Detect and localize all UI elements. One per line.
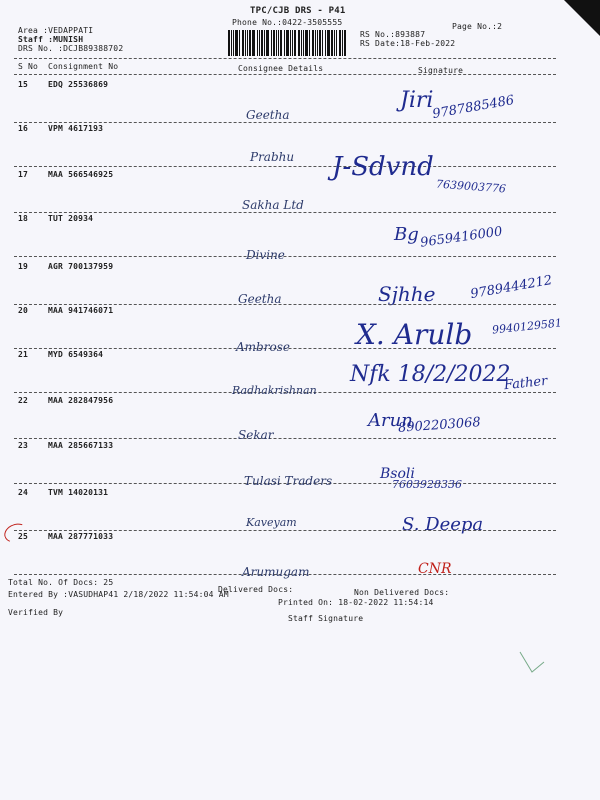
barcode-bar — [235, 30, 238, 56]
barcode-bar — [312, 30, 314, 56]
barcode-bar — [231, 30, 232, 56]
document-title: TPC/CJB DRS - P41 — [250, 6, 346, 16]
row-consignee-handwritten: Sekar — [238, 428, 274, 442]
page-corner-fold — [564, 0, 600, 36]
row-sno: 16 — [18, 124, 29, 133]
row-consignment-no: MYD 6549364 — [48, 350, 104, 359]
barcode-bar — [284, 30, 285, 56]
row-signature-note: 7639003776 — [435, 177, 507, 196]
barcode-bar — [266, 30, 269, 56]
row-divider — [14, 166, 556, 167]
row-consignment-no: TVM 14020131 — [48, 488, 109, 497]
rs-number: RS No.:893887 — [360, 30, 426, 39]
column-sno: S No — [18, 62, 39, 71]
barcode-bar — [257, 30, 258, 56]
row-consignment-no: MAA 566546925 — [48, 170, 114, 179]
barcode-bar — [301, 30, 302, 56]
row-consignment-no: MAA 285667133 — [48, 441, 114, 450]
row-divider — [14, 212, 556, 213]
barcode-bar — [280, 30, 282, 56]
row-consignment-no: MAA 941746071 — [48, 306, 114, 315]
row-divider — [14, 530, 556, 531]
barcode-bar — [309, 30, 310, 56]
barcode-bar — [334, 30, 335, 56]
pen-mark — [518, 648, 548, 678]
row-consignee-handwritten: Tulasi Traders — [244, 474, 333, 488]
barcode-bar — [290, 30, 291, 56]
barcode-bar — [339, 30, 341, 56]
row-sno: 17 — [18, 170, 29, 179]
staff-label: Staff :MUNISH — [18, 35, 84, 44]
barcode-bar — [252, 30, 255, 56]
verified-by: Verified By — [8, 608, 64, 617]
row-signature: Bg — [394, 224, 419, 245]
row-consignee-handwritten: Geetha — [238, 292, 282, 306]
row-signature: Arun — [368, 410, 413, 431]
row-signature: J-Sdvnd — [332, 152, 434, 182]
barcode-bar — [303, 30, 304, 56]
row-consignee-handwritten: Ambrose — [236, 340, 290, 354]
row-consignment-no: MAA 287771033 — [48, 532, 114, 541]
barcode-bar — [233, 30, 234, 56]
page-number: Page No.:2 — [452, 22, 503, 31]
delivered-docs: Delivered Docs: — [218, 585, 294, 594]
barcode-bar — [239, 30, 240, 56]
barcode-bar — [228, 30, 230, 56]
row-signature: X. Arulb — [356, 318, 473, 351]
drs-number: DRS No. :DCJB89388702 — [18, 44, 124, 53]
barcode-bar — [331, 30, 333, 56]
row-sno: 23 — [18, 441, 29, 450]
row-signature-note: 8902203068 — [397, 415, 482, 436]
barcode-bar — [264, 30, 265, 56]
phone-number: Phone No.:0422-3505555 — [232, 18, 343, 27]
row-consignment-no: AGR 700137959 — [48, 262, 114, 271]
column-consignee: Consignee Details — [238, 64, 324, 73]
row-consignment-no: TUT 20934 — [48, 214, 94, 223]
barcode-bar — [342, 30, 343, 56]
row-consignment-no: MAA 282847956 — [48, 396, 114, 405]
non-delivered-docs: Non Delivered Docs: — [354, 588, 450, 597]
row-signature-note: 9787885486 — [431, 92, 516, 123]
barcode-bar — [305, 30, 308, 56]
barcode-bar — [249, 30, 251, 56]
row-sno: 18 — [18, 214, 29, 223]
barcode-bar — [298, 30, 300, 56]
row-divider — [14, 304, 556, 305]
row-divider — [14, 438, 556, 439]
row-sno: 20 — [18, 306, 29, 315]
row-sno: 25 — [18, 532, 29, 541]
barcode-bar — [273, 30, 275, 56]
row-25-circle-mark — [2, 520, 31, 545]
row-signature: Bsoli — [380, 466, 415, 482]
barcode-bar — [322, 30, 323, 56]
row-consignee-handwritten: Sakha Ltd — [242, 198, 304, 212]
entered-by: Entered By :VASUDHAP41 2/18/2022 11:54:04 AM — [8, 590, 229, 599]
barcode-bar — [259, 30, 260, 56]
total-docs: Total No. Of Docs: 25 — [8, 578, 114, 587]
barcode-bar — [261, 30, 263, 56]
column-signature: Signature — [418, 66, 464, 75]
column-consignment: Consignment No — [48, 62, 119, 71]
barcode-bar — [327, 30, 330, 56]
header-divider — [14, 58, 556, 59]
row-signature: Nfk 18/2/2022 — [350, 362, 511, 387]
barcode-bar — [317, 30, 318, 56]
row-divider — [14, 122, 556, 123]
row-consignment-no: VPM 4617193 — [48, 124, 104, 133]
barcode-bar — [245, 30, 246, 56]
cnr-mark: CNR — [418, 561, 452, 577]
row-signature-note: 7603928336 — [392, 478, 462, 491]
row-signature: Jiri — [400, 88, 434, 113]
area-label: Area :VEDAPPATI — [18, 26, 94, 35]
row-sno: 22 — [18, 396, 29, 405]
barcode-bar — [315, 30, 316, 56]
row-sno: 15 — [18, 80, 29, 89]
row-consignee-handwritten: Radhakrishnan — [232, 384, 317, 397]
barcode — [228, 30, 352, 56]
barcode-bar — [278, 30, 279, 56]
barcode-bar — [292, 30, 293, 56]
barcode-bar — [344, 30, 346, 56]
barcode-bar — [286, 30, 289, 56]
row-sno: 21 — [18, 350, 29, 359]
barcode-bar — [336, 30, 337, 56]
row-consignment-no: EDQ 25536869 — [48, 80, 109, 89]
row-signature: S. Deepa — [402, 514, 484, 535]
row-sno: 24 — [18, 488, 29, 497]
barcode-bar — [271, 30, 272, 56]
row-consignee-handwritten: Divine — [246, 248, 285, 262]
row-signature-note: 9789444212 — [469, 272, 554, 303]
row-signature-note: 9940129581 — [491, 316, 563, 337]
row-sno: 19 — [18, 262, 29, 271]
handwritten-consignee-last: Arumugam — [242, 565, 310, 579]
row-consignee-handwritten: Prabhu — [250, 150, 295, 164]
barcode-bar — [319, 30, 321, 56]
column-divider — [14, 74, 556, 75]
barcode-bar — [294, 30, 296, 56]
row-signature-note: 9659416000 — [419, 224, 504, 251]
row-signature: Sjhhe — [378, 282, 436, 306]
staff-signature-label: Staff Signature — [288, 614, 364, 623]
barcode-bar — [247, 30, 248, 56]
row-consignee-handwritten: Kaveyam — [246, 516, 297, 529]
rs-date: RS Date:18-Feb-2022 — [360, 39, 456, 48]
barcode-bar — [242, 30, 244, 56]
row-signature-note: Father — [503, 373, 549, 394]
row-consignee-handwritten: Geetha — [246, 108, 290, 122]
row-divider — [14, 256, 556, 257]
barcode-bar — [276, 30, 277, 56]
barcode-bar — [325, 30, 326, 56]
printed-on: Printed On: 18-02-2022 11:54:14 — [278, 598, 434, 607]
